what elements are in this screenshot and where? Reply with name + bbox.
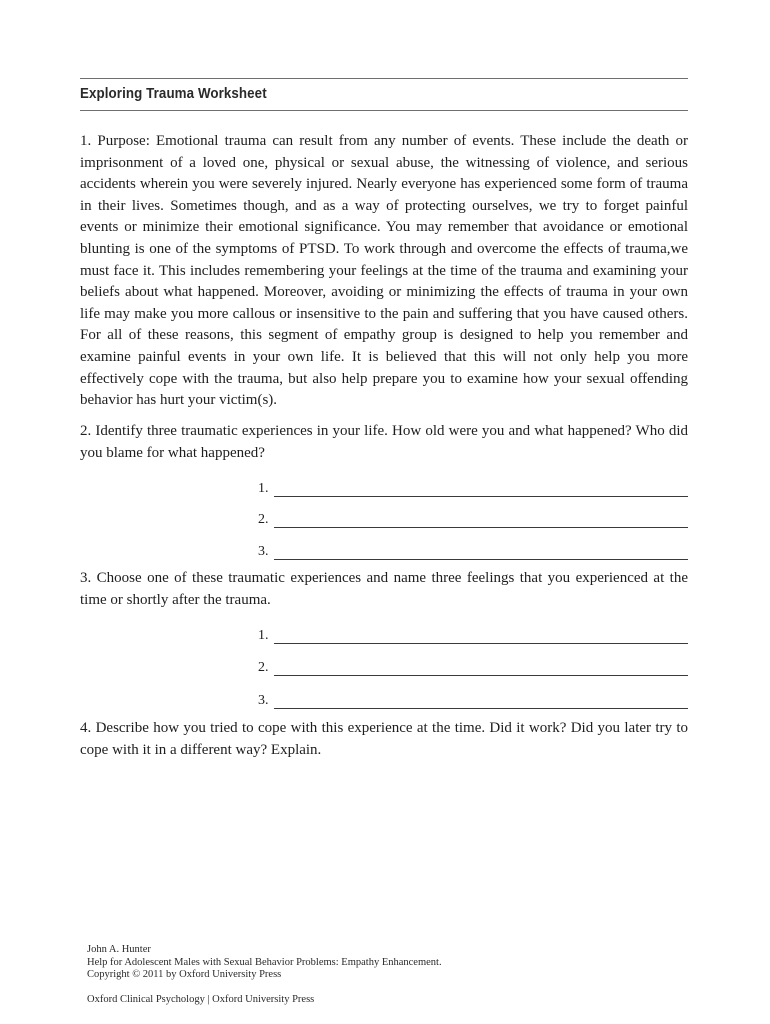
answer-number: 3.	[258, 544, 269, 559]
question-3-text: 3. Choose one of these traumatic experiences and name three feelings that you experienced at the time or shortly after the trauma.	[80, 570, 688, 608]
answer-number: 2.	[258, 660, 269, 675]
answer-line[interactable]	[274, 513, 688, 528]
question-2-answer-3[interactable]	[258, 540, 688, 560]
question-2-answer-1[interactable]	[258, 477, 688, 497]
answer-line[interactable]	[274, 694, 688, 709]
question-3-answer-1[interactable]	[258, 624, 688, 644]
answer-number: 1.	[258, 481, 269, 496]
page-title: Exploring Trauma Worksheet	[80, 86, 267, 102]
answer-line[interactable]	[274, 545, 688, 560]
answer-number: 3.	[258, 693, 269, 708]
question-2-text: 2. Identify three traumatic experiences in your life. How old were you and what happened? Who did you blame for what happened?	[80, 423, 688, 461]
footer-copyright: Copyright © 2011 by Oxford University Press	[87, 969, 282, 981]
question-3-answer-2[interactable]	[258, 656, 688, 676]
title-top-rule	[80, 78, 688, 79]
answer-line[interactable]	[274, 661, 688, 676]
answer-number: 1.	[258, 628, 269, 643]
question-4-text: 4. Describe how you tried to cope with this experience at the time. Did it work? Did you later try to cope with it in a different way? Explain.	[80, 720, 688, 758]
footer-book-title: Help for Adolescent Males with Sexual Behavior Problems: Empathy Enhancement.	[87, 956, 442, 968]
answer-line[interactable]	[274, 482, 688, 497]
answer-number: 2.	[258, 512, 269, 527]
answer-line[interactable]	[274, 629, 688, 644]
purpose-paragraph: 1. Purpose: Emotional trauma can result from any number of events. These include the death or imprisonment of a loved one, physical or sexual abuse, the witnessing of violence, and serious accidents wherein you were severely injured. Nearly everyone has experienced some form of trauma in their lives. Sometimes though, and as a way of protecting ourselves, we try to forget painful events or minimize their emotional significance. You may remember that avoidance or emotional blunting is one of the symptoms of PTSD. To work through and overcome the effects of trauma,we must face it. This includes remembering your feelings at the time of the trauma and examining your beliefs about what happened. Moreover, avoiding or minimizing the effects of trauma in your own life may make you more callous or insensitive to the pain and suffering that you have caused others. For all of these reasons, this segment of empathy group is designed to help you remember and examine painful events in your own life. It is believed that this will not only help you more effectively cope with the trauma, but also help prepare you to examine how your sexual offending behavior has hurt your victim(s).	[80, 133, 688, 409]
question-3-answer-3[interactable]	[258, 689, 688, 709]
footer-publisher: Oxford Clinical Psychology | Oxford University Press	[87, 994, 315, 1005]
question-2-answer-2[interactable]	[258, 508, 688, 528]
footer-credit	[87, 944, 442, 982]
footer-author: John A. Hunter	[87, 944, 151, 955]
title-bottom-rule	[80, 110, 688, 111]
